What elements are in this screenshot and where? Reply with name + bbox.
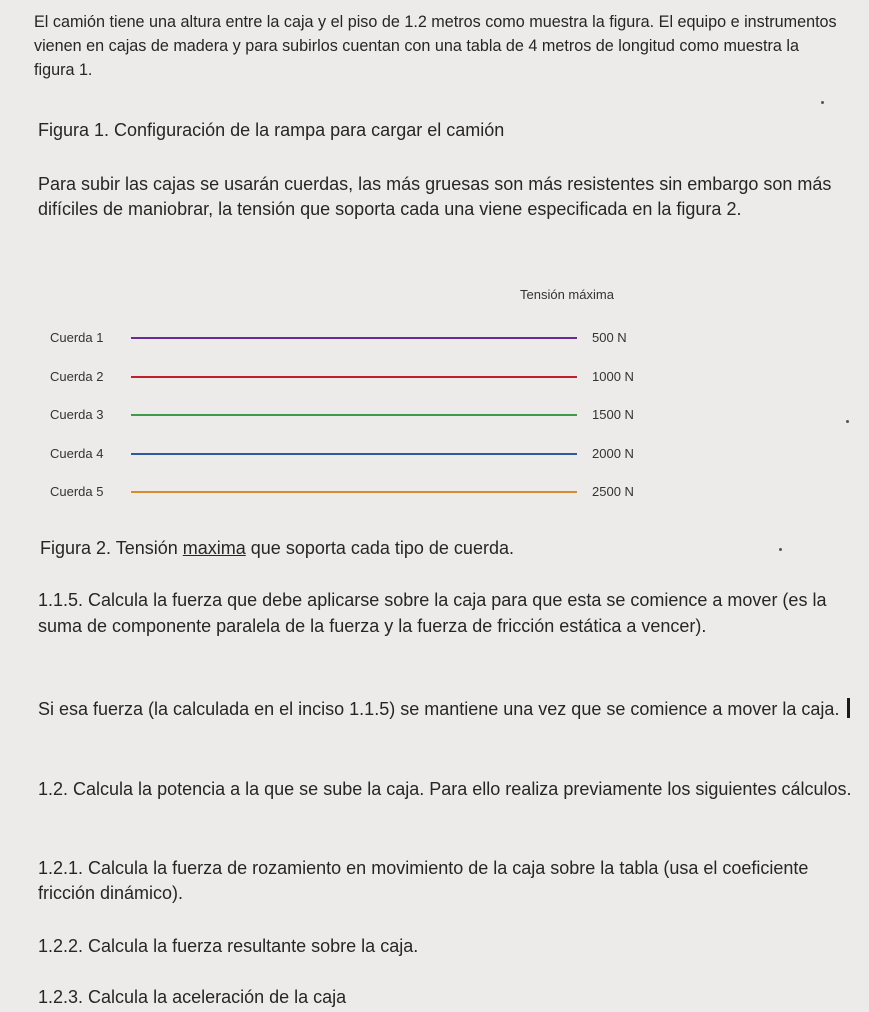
figure-2-caption-end: que soporta cada tipo de cuerda. bbox=[245, 538, 514, 558]
rope-line bbox=[131, 414, 577, 416]
speck-mark bbox=[846, 420, 849, 423]
text-cursor bbox=[847, 698, 850, 718]
question-1-2: 1.2. Calcula la potencia a la que se sube la caja. Para ello realiza previamente los siguientes cálculos. bbox=[38, 779, 852, 799]
followup-text: Si esa fuerza (la calculada en el inciso 1.1.5) se mantiene una vez que se comience a mover la caja. bbox=[38, 699, 840, 719]
rope-row bbox=[40, 367, 660, 387]
rope-label: Cuerda 3 bbox=[50, 407, 104, 422]
rope-line bbox=[131, 453, 577, 455]
rope-row bbox=[40, 444, 660, 464]
speck-mark bbox=[779, 548, 782, 551]
rope-max-tension: 1000 N bbox=[592, 368, 634, 384]
rope-line bbox=[131, 376, 577, 378]
rope-row bbox=[40, 405, 660, 425]
rope-label: Cuerda 4 bbox=[50, 445, 104, 461]
rope-max-tension: 2500 N bbox=[592, 484, 634, 499]
question-1-2-3: 1.2.3. Calcula la aceleración de la caja bbox=[38, 987, 347, 1007]
rope-max-tension: 500 N bbox=[592, 330, 627, 345]
rope-max-tension: 2000 N bbox=[592, 445, 634, 461]
question-1-1-5: 1.1.5. Calcula la fuerza que debe aplicarse sobre la caja para que esta se comience a mover (es la suma de componente paralela de la fuerza y la fuerza de fricción estática a vencer). bbox=[38, 590, 827, 636]
rope-line bbox=[131, 337, 577, 339]
rope-row bbox=[40, 482, 660, 502]
intro-paragraph: El camión tiene una altura entre la caja y el piso de 1.2 metros como muestra la figura. El equipo e instrumentos vienen en cajas de madera y para subirlos cuentan con una tabla de 4 metros de longitud como muestra la figura 1. bbox=[34, 13, 837, 79]
rope-max-tension: 1500 N bbox=[592, 407, 634, 422]
rope-label: Cuerda 1 bbox=[50, 330, 104, 345]
figure-1-caption: Figura 1. Configuración de la rampa para cargar el camión bbox=[38, 120, 505, 140]
figure-2-caption bbox=[40, 536, 860, 561]
ropes-intro-paragraph: Para subir las cajas se usarán cuerdas, las más gruesas son más resistentes sin embargo son más difíciles de maniobrar, la tensión que soporta cada una viene especificada en la figura 2. bbox=[38, 174, 832, 219]
rope-label: Cuerda 5 bbox=[50, 484, 104, 499]
speck-mark bbox=[821, 101, 824, 104]
rope-tension-chart bbox=[40, 280, 660, 510]
figure-2-caption-start: Figura 2. Tensión bbox=[40, 538, 183, 558]
question-1-2-2: 1.2.2. Calcula la fuerza resultante sobre la caja. bbox=[38, 936, 419, 956]
followup-answer-area[interactable] bbox=[38, 697, 858, 722]
chart-title: Tensión máxima bbox=[520, 287, 614, 302]
question-1-2-1: 1.2.1. Calcula la fuerza de rozamiento en movimiento de la caja sobre la tabla (usa el coeficiente fricción dinámico). bbox=[38, 858, 809, 903]
figure-2-caption-underlined-word: maxima bbox=[182, 538, 246, 558]
rope-row bbox=[40, 328, 660, 348]
rope-line bbox=[131, 491, 577, 493]
rope-label: Cuerda 2 bbox=[50, 368, 104, 384]
